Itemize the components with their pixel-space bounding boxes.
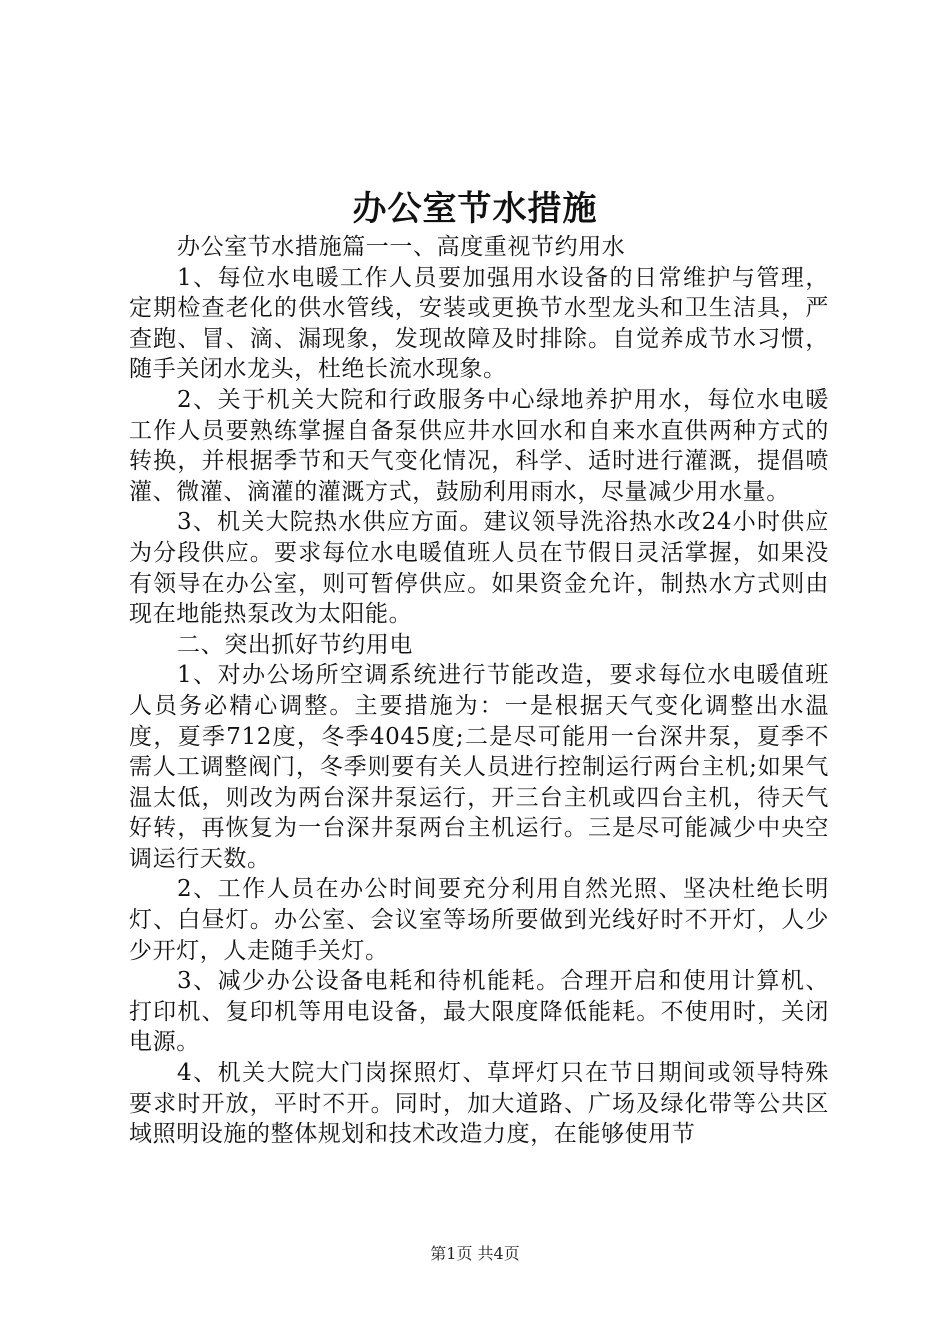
paragraph-water-2: 2、关于机关大院和行政服务中心绿地养护用水，每位水电暖工作人员要熟练掌握自备泵供应井水回水和自来水直供两种方式的转换，并根据季节和天气变化情况，科学、适时进行灌溉，提倡喷灌、微灌、滴灌的灌溉方式，鼓励利用雨水，尽量减少用水量。 — [129, 386, 829, 505]
document-body — [129, 232, 829, 1150]
paragraph-water-1: 1、每位水电暖工作人员要加强用水设备的日常维护与管理，定期检查老化的供水管线，安装或更换节水型龙头和卫生洁具，严查跑、冒、滴、漏现象，发现故障及时排除。自觉养成节水习惯，随手关闭水龙头，杜绝长流水现象。 — [129, 264, 829, 383]
paragraph-water-3: 3、机关大院热水供应方面。建议领导洗浴热水改24小时供应为分段供应。要求每位水电暖值班人员在节假日灵活掌握，如果没有领导在办公室，则可暂停供应。如果资金允许，制热水方式则由现在地能热泵改为太阳能。 — [129, 509, 829, 628]
paragraph-electricity-3: 3、减少办公设备电耗和待机能耗。合理开启和使用计算机、打印机、复印机等用电设备，最大限度降低能耗。不使用时，关闭电源。 — [129, 968, 829, 1056]
paragraph-electricity-2: 2、工作人员在办公时间要充分利用自然光照、坚决杜绝长明灯、白昼灯。办公室、会议室等场所要做到光线好时不开灯，人少少开灯，人走随手关灯。 — [129, 876, 829, 964]
paragraph-electricity-1: 1、对办公场所空调系统进行节能改造，要求每位水电暖值班人员务必精心调整。主要措施为：一是根据天气变化调整出水温度，夏季712度，冬季4045度;二是尽可能用一台深井泵，夏季不需人工调整阀门，冬季则要有关人员进行控制运行两台主机;如果气温太低，则改为两台深井泵运行，开三台主机或四台主机，待天气好转，再恢复为一台深井泵两台主机运行。三是尽可能减少中央空调运行天数。 — [129, 662, 829, 872]
document-title: 办公室节水措施 — [352, 189, 598, 229]
paragraph-electricity-4: 4、机关大院大门岗探照灯、草坪灯只在节日期间或领导特殊要求时开放，平时不开。同时，加大道路、广场及绿化带等公共区域照明设施的整体规划和技术改造力度，在能够使用节 — [129, 1060, 829, 1148]
page-number: 第1页 共4页 — [430, 1244, 520, 1263]
paragraph-intro: 办公室节水措施篇一一、高度重视节约用水 — [177, 234, 626, 260]
section-heading-electricity: 二、突出抓好节约用电 — [177, 631, 413, 658]
